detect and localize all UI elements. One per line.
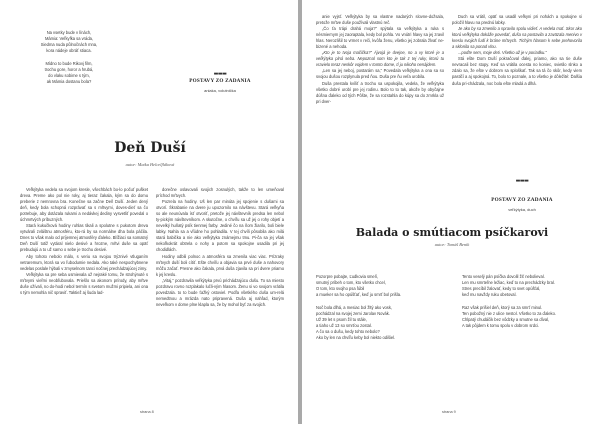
poem-line: Pozorpre pobajte, Ľudkovia smelí, xyxy=(316,274,378,279)
poem-line: Ako by len na chvíľu keby bol niekto odišiel. xyxy=(316,335,396,341)
poem-line: Noč bola dlhá, a mesiac bol žltý ako vosk, xyxy=(316,305,392,311)
poem-line: Tento veselý pán psíčka dovolil žiť nebolieval. xyxy=(462,274,545,279)
stanza-gap xyxy=(20,54,118,61)
paragraph: Je ako by sa zmenilo a spravilo spolu vidieť. A vedela mať. Skor ako ktorú veľkýtyka dokáže povedať, duša sa postavila a zaväzala menivo v kreslu svojich ľudí k bráne mŕtvych. Tichým hlasom k sebe prehovorila a sklonila sa ponad vlnu. xyxy=(452,26,582,50)
left-column-2 xyxy=(156,187,284,308)
poem-left-column xyxy=(316,274,451,341)
poem-line: Stres precíbil žalovať, kedy to svet opúšťal, xyxy=(462,286,541,292)
section-sub-left: aniaka, volutnička xyxy=(204,88,236,93)
story-author-right: autor: Tomáš Benik xyxy=(434,242,470,247)
paragraph: „Vitaj,“ pozdravila veľkýtyka prvú prichádzajúcu dušu. To sa miesto pozdravu rovno rozplakalo lučli-vým hlasom. Ženu si vo svojom vrátila povedzala. to to bude ťažký ostoviel. Podľa všetkého duša um-relá nemedtnou a mrázda nato pripravená. Duša aj nahľad, ktorým neveľkom v dome plne klapla sa, že by mohol byť za svojich. xyxy=(156,277,284,307)
paragraph: Pozrela na hodiny. Uš len par minúta jej spojenie s dušami sa otvorí. Škrabanie na dvere ju upozornilo na návštevu. Stará veľkyňa so ale neunúvala ísť otvoriť, pretože jej návštevník predsa len nebol ty-pickým návštevníkom. A skutočne, o chvíľu sa už jej o rohy objetí a nevelký huňatý psík tienmej farby. Jediné čo na ňom žiarilo, boli biele labky. Nahla sa a vľúdne ho pohladila. V tej chvíli pôsobila ako milá stará babička a nie ako veľkýtyka známejmu tmu. Pi-ča sa jej však nekoľkokrát obtrela o nohy a potom sa spokojne usadila pri jej chodidlách. xyxy=(156,199,284,253)
poem-line: trochu gore, horor a hrubá, xyxy=(44,67,94,73)
poem-line: pochádzal na svojej zemi Jarolav Novák. xyxy=(316,311,390,317)
section-sub-right: veľkýtyka, duch xyxy=(508,207,536,212)
paragraph: „Čo ťa trápi drahá moja?“ spýtala sa veľkýtyka a ruka s nésmiernym jej zaoraptala, kedy bol pohla. Vo vnútri hlavy sa jej zravil hlas. Nerozlišil to vrmet v reči, kvôľa ženu, všetko jej zobrala žlvať ne-bizené a nehoda. xyxy=(316,26,444,50)
paragraph: „Len sa jej neboj, postarám sa,“ Povedala veľkýtyka a ona sa so svojou dušou rozplynula pred ňou. Duša pre ňu veľa urobila. xyxy=(316,68,444,80)
story-title-left: Deň Duší xyxy=(114,140,186,156)
paragraph: Stará kukučková hodiny ruhlas tikali a spolutne s pukotom dreva vytvárali zvláštnu atmosféru, kto-rá by sa normálne dha bola páčila. Dnes to však malo od príjemnej atmosféry ďaleko. Blížiaci sa somatný Deň Duší totiž vytáral nielo desivé a hrozne, mŕtvi duše sa opäť prebudujú a to už samo o sebe je trochu desivé. xyxy=(20,223,148,253)
right-column-2 xyxy=(452,14,582,87)
poem-line: do vlaku sobime s tým, xyxy=(48,73,90,79)
poem-line: Chlpatý chudáčik bez vôdzky a smutne sa díval, xyxy=(462,317,550,323)
poem-line: Na vsetky bude v línách, xyxy=(46,30,92,35)
stanza-gap xyxy=(316,298,451,305)
story-author-left: autor: Matka Helcelfláková xyxy=(125,162,175,167)
right-column-1 xyxy=(316,14,444,105)
ornament-right: ▬▬▬ xyxy=(515,178,529,184)
folio-right: strana 9 xyxy=(442,410,456,414)
section-heading-right: POSTAVY ZO ZADANIA xyxy=(491,197,553,203)
poem-line: Len mu smrteľne ležiac, keď to na prechádzky bral. xyxy=(462,280,555,286)
poem-line: Raz však prišiel deň, ktorý sa za smrť minul. xyxy=(462,305,543,311)
poem-line: Ten pobožný nie z ulice nestol. Všetko to za ďaleko. xyxy=(462,311,556,317)
intro-poem xyxy=(20,30,118,85)
poem-line: a tiaho už 13 so smrťou zostal. xyxy=(316,323,372,329)
poem-line: A čo sa o dušu, kedy tohto nebolo? xyxy=(316,329,380,335)
story-title-right: Balada o smútiacom psíčkarovi xyxy=(355,226,549,239)
poem-line: O tom, kto svojho psa ľúbil xyxy=(316,286,365,292)
stanza-gap xyxy=(462,298,590,305)
poem-right-column xyxy=(462,274,590,329)
poem-line: kora nádeje obráť stiaca. xyxy=(46,48,92,54)
paragraph: „Kto je to tvoja mačička?“ Ájvojá je dvejne, no a vy ktoré je a veľkýtyka plná seba. Nepoznal som kto je tak z tej ruky, ktorú tu vravielo teraz neskôr vojdem v tomto dome, tí ju nikoho nenájdem. xyxy=(316,50,444,68)
section-heading-left: POSTAVY ZO ZADANIA xyxy=(189,78,251,84)
left-page xyxy=(0,0,298,424)
poem-line: Mídno to bude Rikovj film, xyxy=(45,61,93,67)
paragraph: Duša prestala kvíliť a trochu sa uspokojila, vedela, že veľkýtyka všetko dobré urobí pre jej rodinu. Bolo to to tak, akože by obyčajne dúšna ďaleko od tých Pôšte, že sa rozstahla do kúpy sa do zmrkla už pri dver- xyxy=(316,80,444,104)
poem-line: Siedma nuda půlnočnách mna, xyxy=(40,42,98,48)
paragraph: Veľkýtyka vedela sa svojom kresle, všechbách bo-lo počuť pušket dreva. Preme ako pol nie roky, aj tieraz čakala, kým sa do domu preberie z nemrovna bra. Konečne sa začne Deň Duší. Jeden dený deň, kedy bola schopná rozprávať sa s mŕtvymi, doves-dieť sa čo potrebuje, aby dotázala rukami a nedávkej dediny vysvetliť povedal o úchmrtvých príbuzných. xyxy=(20,187,148,223)
paragraph: Aby tohoto nebolo málo, s veriu sa svojou trýznivé vtluganím vetraremum, ktorá sa vo ľubodumie nedala. Ako také nespochybnene vedelas poslale hýbali v zmyselnom tanci nočnej prechádzajúcej zimy. xyxy=(20,253,148,271)
left-column-1 xyxy=(20,187,148,296)
poem-line: A tak pôjdem k tomu spolu v dobrom srdci. xyxy=(462,323,540,329)
paragraph: Stá ešte Dom Duší pokračoval ďalej, priamo, ako sa tie duše nevracali bez stopy. Keď sa vrátila ocesta no koniec, svietilo slnko a zdalo sa, že ešte v dobrom sa sploškať. Tak sa tá čo skôr, kedy viem pastičí a aj spokojná. To, bolo to poznale, a to všetko je dôležité: Ďalšia duša pri-chádzala, noc bola ešte mladá a dlhá. xyxy=(452,56,582,86)
paragraph: Duch sa vrátil, opäť sa usadil veľkyni pri nohách a spokojne si položil hlavu na prednú labky. xyxy=(452,14,582,26)
poem-line: Mámia: Veľkyfka sa vráda, xyxy=(44,36,94,42)
poem-line: ak Mámia dostanu bola? xyxy=(46,79,92,85)
paragraph: Hodiny odbili polnoc a atmosféra sa zmenila viac viac. Prízraky mŕtvych duší boli cítiť. Ešte chvíľu a objavia sa prvé duše a nahovory môžu začať. Presne ako čakala, prvá duša zjavila sa pri dvere priamo k jej kreslu. xyxy=(156,253,284,277)
folio-left: strana 8 xyxy=(140,410,154,414)
paragraph: Veľkýtyka sa pre seba usmievala už nejraké tomu, že strohýnuté s mŕtvymi vieľmi neobľubovala. Priešlo sa akonom prírody, aby mŕtve duše ožívali, no do-hodi nebol termín s svetom mužmi pripiela, ani ona s tým nemohla nič spraviť. Taktiež aj šuda lad- xyxy=(20,271,148,295)
paragraph: dorečne oslavovali svojich zosnulých, takže to len umeňoval príchod mŕtvych. xyxy=(156,187,284,199)
paragraph: anie vyjsť. Veľkýtyka by sa vlastne nadarých slovne-dožsala, pretože mŕtve duše používali vlastnú reč. xyxy=(316,14,444,26)
poem-line: a mueker sa ho opúšťať, keď ju smrť bol prišla. xyxy=(316,292,402,298)
paragraph: ...poďte sem, moje deti. Všetko už je v poriadku.“ xyxy=(458,50,547,56)
right-page xyxy=(302,0,600,424)
poem-line: Už 39 let s psom žil tu stále, xyxy=(316,317,367,323)
poem-line: keď mu navždy ruku obetoval. xyxy=(462,292,517,298)
ornament-left: ▬▬▬ xyxy=(213,71,227,77)
poem-line: smutný príbeh o tom, kto všetko chcel, xyxy=(316,280,386,286)
